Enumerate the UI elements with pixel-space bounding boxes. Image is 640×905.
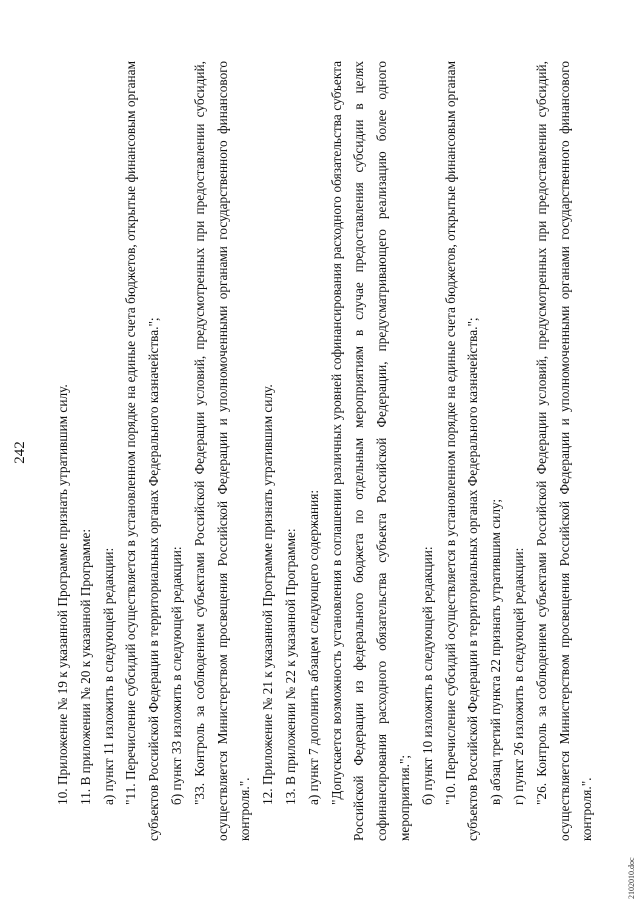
document-body <box>52 61 599 841</box>
paragraph: 12. Приложение № 21 к указанной Программе признать утратившим силу. <box>260 384 276 805</box>
paragraph: а) пункт 7 дополнить абзацем следующего содержания: <box>305 489 321 805</box>
paragraph: "33. Контроль за соблюдением субъектами Российской Федерации условий, предусмотренных при предоставлении субсидий, осуществляется Министерством просвещения Российской Федерации и уполномоченными органами государственного финансового контроля.". <box>191 61 253 841</box>
paragraph: 13. В приложении № 22 к указанной Программе: <box>282 528 298 805</box>
paragraph: "26. Контроль за соблюдением субъектами Российской Федерации условий, предусмотренных при предоставлении субсидий, осуществляется Министерством просвещения Российской Федерации и уполномоченными органами государственного финансового контроля.". <box>533 61 595 841</box>
paragraph: б) пункт 33 изложить в следующей редакции: <box>168 546 184 805</box>
paragraph: г) пункт 26 изложить в следующей редакции: <box>510 547 526 805</box>
paragraph: а) пункт 11 изложить в следующей редакции: <box>100 547 116 805</box>
paragraph: "Допускается возможность установления в соглашении различных уровней софинансирования расходного обязательства субъекта Российской Федерации из федерального бюджета по отдельным мероприятиям в случае предоставления субсидии в целях софинансирования расходного обязательства субъекта Российской Федерации, предусматривающего реализацию более одного мероприятия."; <box>328 61 412 841</box>
paragraph: б) пункт 10 изложить в следующей редакции: <box>419 546 435 805</box>
paragraph: "11. Перечисление субсидий осуществляется в установленном порядке на единые счета бюджетов, открытые финансовым органам субъектов Российской Федерации в территориальных органах Федерального казначейства."; <box>123 61 162 841</box>
paragraph: в) абзац третий пункта 22 признать утратившим силу; <box>488 498 504 805</box>
page-number: 242 <box>12 441 28 464</box>
document-file-code: 2102010.doc <box>627 857 636 899</box>
paragraph: 10. Приложение № 19 к указанной Программе признать утратившим силу. <box>55 384 70 805</box>
paragraph: "10. Перечисление субсидий осуществляется в установленном порядке на единые счета бюджетов, открытые финансовым органам субъектов Российской Федерации в территориальных органах Федерального казначейства."; <box>442 61 481 841</box>
paragraph: 11. В приложении № 20 к указанной Программе: <box>77 528 93 805</box>
